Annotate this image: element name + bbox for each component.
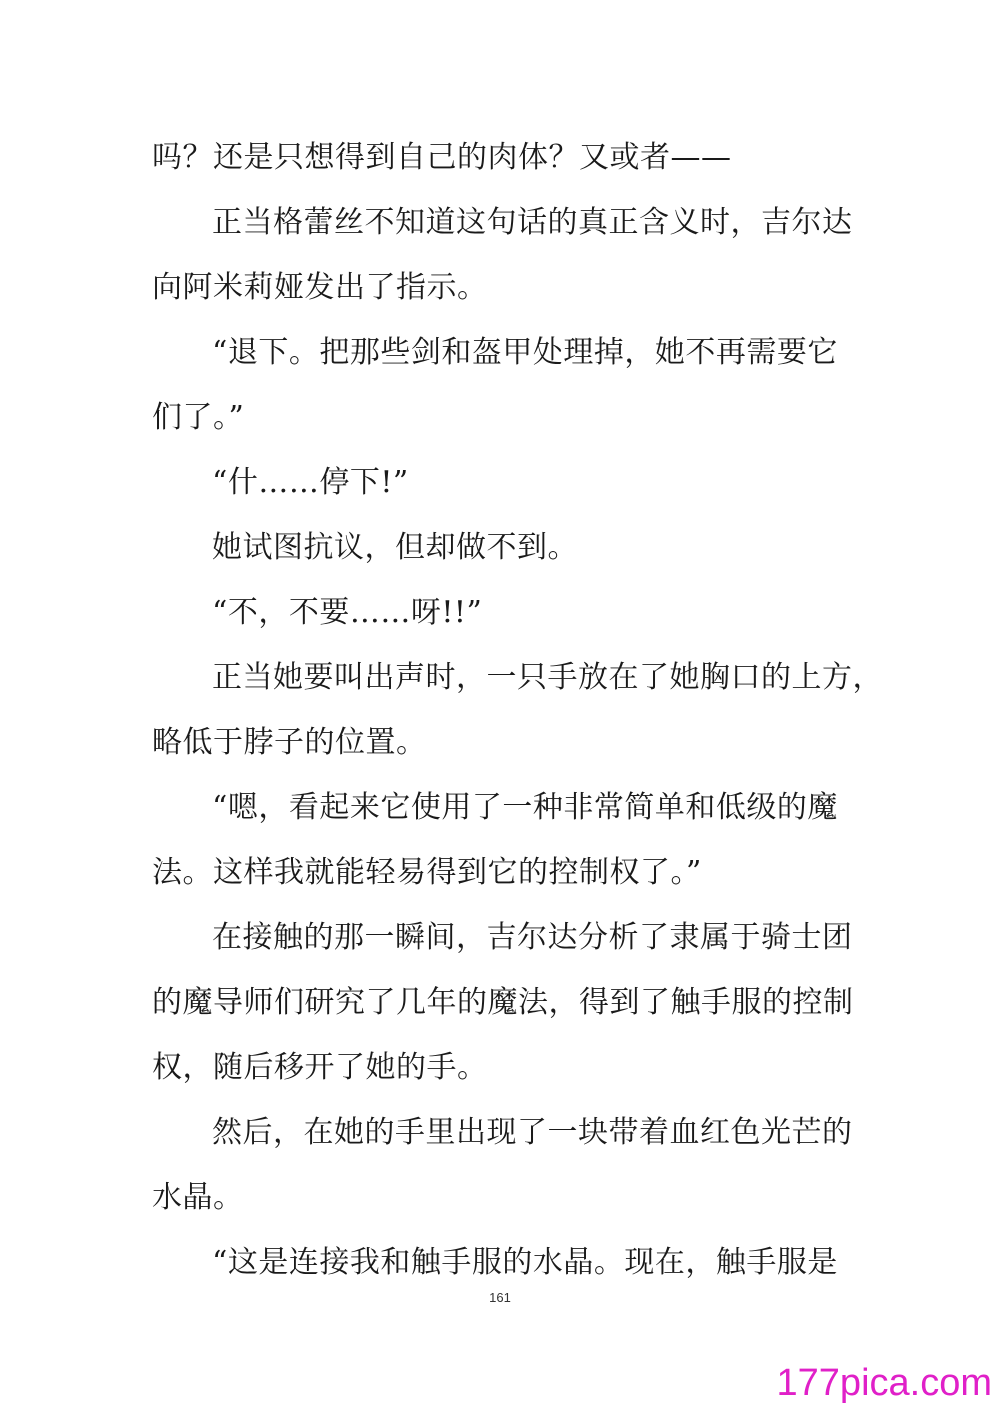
body-text	[152, 128, 883, 1298]
text-line: 正当格蕾丝不知道这句话的真正含义时，吉尔达	[212, 205, 853, 240]
text-line: 她试图抗议，但却做不到。	[212, 530, 578, 565]
text-line: 略低于脖子的位置。	[152, 725, 427, 760]
site-watermark: 177pica.com	[776, 1362, 992, 1404]
text-line: “不，不要……呀!!”	[212, 595, 483, 630]
text-line: “这是连接我和触手服的水晶。现在，触手服是	[212, 1245, 838, 1280]
text-line: 们了。”	[152, 400, 245, 435]
text-line: 正当她要叫出声时，一只手放在了她胸口的上方，	[212, 660, 883, 695]
text-line: 权，随后移开了她的手。	[152, 1050, 488, 1085]
text-line: 水晶。	[152, 1180, 244, 1215]
text-line: 吗？还是只想得到自己的肉体？又或者——	[152, 140, 732, 175]
page-number: 161	[489, 1290, 511, 1305]
text-line: 在接触的那一瞬间，吉尔达分析了隶属于骑士团	[212, 920, 853, 955]
text-line: “退下。把那些剑和盔甲处理掉，她不再需要它	[212, 335, 838, 370]
text-line: 的魔导师们研究了几年的魔法，得到了触手服的控制	[152, 985, 854, 1020]
text-line: 法。这样我就能轻易得到它的控制权了。”	[152, 855, 702, 890]
text-line: 向阿米莉娅发出了指示。	[152, 270, 488, 305]
text-line: “嗯，看起来它使用了一种非常简单和低级的魔	[212, 790, 838, 825]
text-line: “什……停下!”	[212, 465, 409, 500]
text-line: 然后，在她的手里出现了一块带着血红色光芒的	[212, 1115, 853, 1150]
